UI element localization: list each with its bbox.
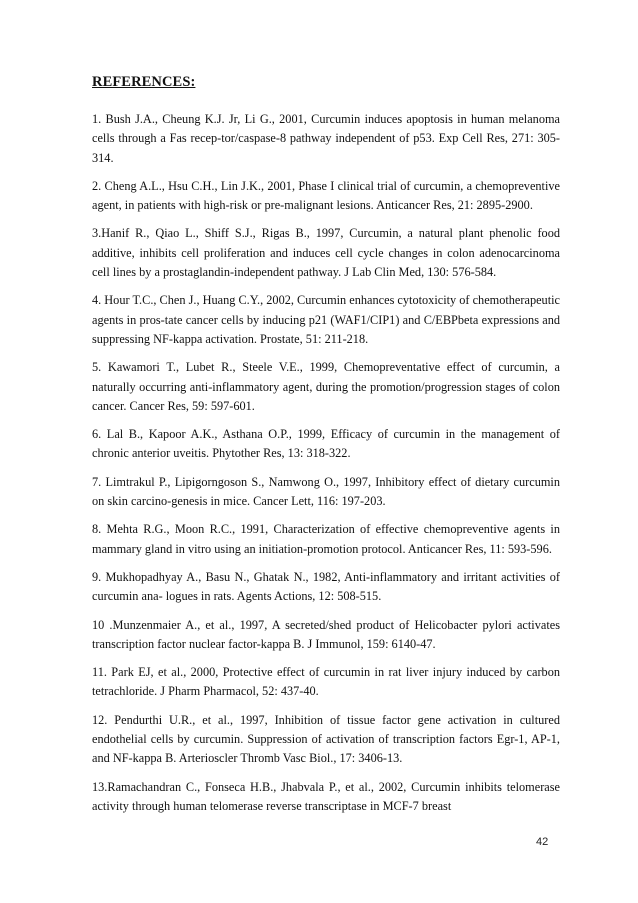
reference-item-4: 4. Hour T.C., Chen J., Huang C.Y., 2002, Curcumin enhances cytotoxicity of chemotherapeutic agents in pros-tate cancer cells by inducing p21 (WAF1/CIP1) and C/EBPbeta expressions and suppressing NF-kappa activation. Prostate, 51: 211-218. [92,293,560,346]
reference-item-3: 3.Hanif R., Qiao L., Shiff S.J., Rigas B., 1997, Curcumin, a natural plant phenolic food additive, inhibits cell proliferation and induces cell cycle changes in colon adenocarcinoma cell lines by a prostaglandin-independent pathway. J Lab Clin Med, 130: 576-584. [92,226,560,280]
references-list [92,110,560,825]
reference-item-12: 12. Pendurthi U.R., et al., 1997, Inhibition of tissue factor gene activation in cultured endothelial cells by curcumin. Suppression of activation of transcription factors Egr-1, AP-1, and NF-kappa B. Arterioscler Thromb Vasc Biol., 17: 3406-13. [92,712,560,766]
reference-item-5: 5. Kawamori T., Lubet R., Steele V.E., 1999, Chemopreventative effect of curcumin, a naturally occurring anti-inflammatory agent, during the promotion/progression stages of colon cancer. Cancer Res, 59: 597-601. [92,360,560,413]
reference-item-7: 7. Limtrakul P., Lipigorngoson S., Namwong O., 1997, Inhibitory effect of dietary curcumin on skin carcino-genesis in mice. Cancer Lett, 116: 197-203. [92,474,560,509]
reference-item-13: 13.Ramachandran C., Fonseca H.B., Jhabvala P., et al., 2002, Curcumin inhibits telomerase activity through human telomerase reverse transcriptase in MCF-7 breast [92,779,560,813]
page-number: 42 [536,836,549,848]
reference-item-6: 6. Lal B., Kapoor A.K., Asthana O.P., 1999, Efficacy of curcumin in the management of chronic anterior uveitis. Phytother Res, 13: 318-322. [92,427,560,461]
reference-item-8: 8. Mehta R.G., Moon R.C., 1991, Characterization of effective chemopreventive agents in mammary gland in vitro using an initiation-promotion protocol. Anticancer Res, 11: 593-596. [92,522,560,556]
reference-item-10: 10 .Munzenmaier A., et al., 1997, A secreted/shed product of Helicobacter pylori activates transcription factor nuclear factor-kappa B. J Immunol, 159: 6140-47. [92,617,560,651]
references-heading: REFERENCES: [92,74,196,90]
reference-item-9: 9. Mukhopadhyay A., Basu N., Ghatak N., 1982, Anti-inflammatory and irritant activities of curcumin ana- logues in rats. Agents Actions, 12: 508-515. [92,569,560,604]
reference-item-2: 2. Cheng A.L., Hsu C.H., Lin J.K., 2001, Phase I clinical trial of curcumin, a chemopreventive agent, in patients with high-risk or pre-malignant lesions. Anticancer Res, 21: 2895-2900. [92,178,560,213]
reference-item-1: 1. Bush J.A., Cheung K.J. Jr, Li G., 2001, Curcumin induces apoptosis in human melanoma cells through a Fas recep-tor/caspase-8 pathway independent of p53. Exp Cell Res, 271: 305-314. [92,112,560,165]
reference-item-11: 11. Park EJ, et al., 2000, Protective effect of curcumin in rat liver injury induced by carbon tetrachloride. J Pharm Pharmacol, 52: 437-40. [92,665,560,699]
